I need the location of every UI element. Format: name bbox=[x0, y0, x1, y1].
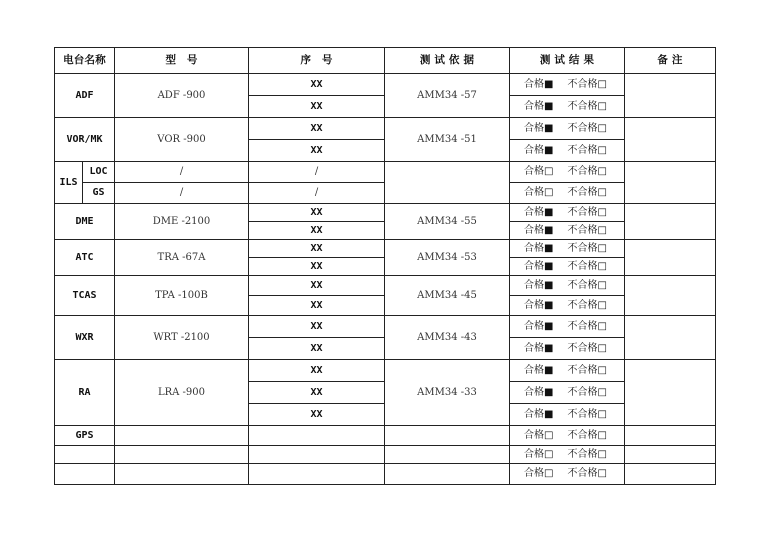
fail-label: 不合格 bbox=[567, 320, 598, 332]
pass-label: 合格 bbox=[524, 260, 544, 272]
model-cell: WRT -2100 bbox=[115, 316, 249, 360]
table-row bbox=[55, 118, 716, 140]
pass-label: 合格 bbox=[524, 468, 544, 479]
remark-cell bbox=[625, 162, 716, 204]
fail-checkbox: □ bbox=[597, 100, 607, 112]
result-cell bbox=[510, 222, 625, 240]
table-body bbox=[55, 74, 716, 485]
pass-checkbox: ■ bbox=[544, 364, 554, 376]
fail-label: 不合格 bbox=[567, 468, 598, 479]
pass-label: 合格 bbox=[524, 166, 544, 177]
serial-cell: XX bbox=[249, 118, 385, 140]
pass-checkbox: ■ bbox=[544, 242, 554, 254]
result-cell bbox=[510, 446, 625, 464]
pass-checkbox: ■ bbox=[544, 408, 554, 420]
table-row bbox=[55, 74, 716, 96]
result-cell bbox=[510, 316, 625, 338]
fail-checkbox: □ bbox=[597, 144, 607, 156]
fail-label: 不合格 bbox=[567, 187, 598, 198]
station-name: ATC bbox=[55, 240, 115, 276]
fail-checkbox: □ bbox=[597, 187, 607, 198]
pass-checkbox: ■ bbox=[544, 342, 554, 354]
serial-cell bbox=[249, 426, 385, 446]
result-cell bbox=[510, 140, 625, 162]
result-cell bbox=[510, 338, 625, 360]
model-cell bbox=[115, 426, 249, 446]
fail-label: 不合格 bbox=[567, 224, 598, 236]
pass-checkbox: □ bbox=[544, 448, 554, 460]
model-cell: LRA -900 bbox=[115, 360, 249, 426]
fail-label: 不合格 bbox=[567, 299, 598, 311]
table-row bbox=[55, 162, 716, 183]
fail-label: 不合格 bbox=[567, 429, 598, 441]
pass-checkbox: □ bbox=[544, 187, 554, 198]
serial-cell: XX bbox=[249, 96, 385, 118]
result-cell bbox=[510, 464, 625, 485]
remark-cell bbox=[625, 360, 716, 426]
pass-checkbox: ■ bbox=[544, 279, 554, 291]
model-cell: DME -2100 bbox=[115, 204, 249, 240]
result-cell bbox=[510, 276, 625, 296]
test-basis-cell: AMM34 -33 bbox=[385, 360, 510, 426]
result-cell bbox=[510, 360, 625, 382]
fail-checkbox: □ bbox=[597, 320, 607, 332]
station-name bbox=[55, 464, 115, 485]
test-basis-cell bbox=[385, 464, 510, 485]
fail-checkbox: □ bbox=[597, 78, 607, 90]
serial-cell: XX bbox=[249, 258, 385, 276]
remark-cell bbox=[625, 276, 716, 316]
fail-checkbox: □ bbox=[597, 429, 607, 441]
test-basis-cell: AMM34 -57 bbox=[385, 74, 510, 118]
serial-cell bbox=[249, 446, 385, 464]
pass-label: 合格 bbox=[524, 206, 544, 218]
model-cell: VOR -900 bbox=[115, 118, 249, 162]
header-model: 型 号 bbox=[115, 48, 249, 74]
result-cell bbox=[510, 404, 625, 426]
header-station-name: 电台名称 bbox=[55, 48, 115, 74]
pass-checkbox: □ bbox=[544, 468, 554, 479]
pass-label: 合格 bbox=[524, 122, 544, 134]
station-name bbox=[55, 446, 115, 464]
pass-checkbox: ■ bbox=[544, 320, 554, 332]
fail-checkbox: □ bbox=[597, 242, 607, 254]
table-row bbox=[55, 360, 716, 382]
pass-label: 合格 bbox=[524, 299, 544, 311]
table-row bbox=[55, 446, 716, 464]
pass-checkbox: ■ bbox=[544, 144, 554, 156]
pass-checkbox: ■ bbox=[544, 299, 554, 311]
result-cell bbox=[510, 296, 625, 316]
pass-label: 合格 bbox=[524, 279, 544, 291]
pass-checkbox: ■ bbox=[544, 78, 554, 90]
result-cell bbox=[510, 118, 625, 140]
result-cell bbox=[510, 183, 625, 204]
serial-cell: XX bbox=[249, 296, 385, 316]
pass-label: 合格 bbox=[524, 364, 544, 376]
model-cell: / bbox=[115, 183, 249, 204]
sub-station-name: GS bbox=[83, 183, 115, 204]
station-name: GPS bbox=[55, 426, 115, 446]
serial-cell: XX bbox=[249, 240, 385, 258]
fail-checkbox: □ bbox=[597, 122, 607, 134]
serial-cell: XX bbox=[249, 360, 385, 382]
model-cell bbox=[115, 446, 249, 464]
result-cell bbox=[510, 382, 625, 404]
pass-label: 合格 bbox=[524, 144, 544, 156]
test-results-table bbox=[54, 47, 716, 485]
model-cell bbox=[115, 464, 249, 485]
serial-cell: XX bbox=[249, 74, 385, 96]
fail-checkbox: □ bbox=[597, 468, 607, 479]
station-name: ADF bbox=[55, 74, 115, 118]
fail-checkbox: □ bbox=[597, 279, 607, 291]
fail-label: 不合格 bbox=[567, 342, 598, 354]
serial-cell: XX bbox=[249, 316, 385, 338]
serial-cell: / bbox=[249, 183, 385, 204]
test-basis-cell: AMM34 -55 bbox=[385, 204, 510, 240]
test-basis-cell bbox=[385, 162, 510, 204]
fail-label: 不合格 bbox=[567, 166, 598, 177]
station-name: WXR bbox=[55, 316, 115, 360]
remark-cell bbox=[625, 118, 716, 162]
fail-label: 不合格 bbox=[567, 100, 598, 112]
fail-checkbox: □ bbox=[597, 224, 607, 236]
fail-checkbox: □ bbox=[597, 299, 607, 311]
remark-cell bbox=[625, 316, 716, 360]
remark-cell bbox=[625, 74, 716, 118]
header-test-basis: 测 试 依 据 bbox=[385, 48, 510, 74]
remark-cell bbox=[625, 204, 716, 240]
pass-label: 合格 bbox=[524, 78, 544, 90]
pass-label: 合格 bbox=[524, 187, 544, 198]
fail-checkbox: □ bbox=[597, 206, 607, 218]
station-name: DME bbox=[55, 204, 115, 240]
serial-cell: XX bbox=[249, 140, 385, 162]
remark-cell bbox=[625, 240, 716, 276]
pass-label: 合格 bbox=[524, 320, 544, 332]
serial-cell: XX bbox=[249, 404, 385, 426]
fail-checkbox: □ bbox=[597, 364, 607, 376]
fail-checkbox: □ bbox=[597, 260, 607, 272]
model-cell: ADF -900 bbox=[115, 74, 249, 118]
result-cell bbox=[510, 162, 625, 183]
pass-label: 合格 bbox=[524, 429, 544, 441]
pass-label: 合格 bbox=[524, 408, 544, 420]
serial-cell: XX bbox=[249, 338, 385, 360]
test-basis-cell: AMM34 -51 bbox=[385, 118, 510, 162]
pass-label: 合格 bbox=[524, 242, 544, 254]
pass-label: 合格 bbox=[524, 100, 544, 112]
fail-label: 不合格 bbox=[567, 242, 598, 254]
remark-cell bbox=[625, 464, 716, 485]
fail-label: 不合格 bbox=[567, 386, 598, 398]
result-cell bbox=[510, 204, 625, 222]
serial-cell: XX bbox=[249, 382, 385, 404]
fail-label: 不合格 bbox=[567, 78, 598, 90]
fail-checkbox: □ bbox=[597, 448, 607, 460]
station-name: RA bbox=[55, 360, 115, 426]
fail-checkbox: □ bbox=[597, 408, 607, 420]
sub-station-name: LOC bbox=[83, 162, 115, 183]
serial-cell: XX bbox=[249, 204, 385, 222]
model-cell: TRA -67A bbox=[115, 240, 249, 276]
pass-label: 合格 bbox=[524, 342, 544, 354]
model-cell: TPA -100B bbox=[115, 276, 249, 316]
fail-checkbox: □ bbox=[597, 342, 607, 354]
header-row bbox=[55, 48, 716, 74]
model-cell: / bbox=[115, 162, 249, 183]
test-basis-cell: AMM34 -53 bbox=[385, 240, 510, 276]
pass-checkbox: ■ bbox=[544, 100, 554, 112]
fail-label: 不合格 bbox=[567, 206, 598, 218]
table-row bbox=[55, 316, 716, 338]
serial-cell: XX bbox=[249, 222, 385, 240]
result-cell bbox=[510, 426, 625, 446]
header-test-result: 测 试 结 果 bbox=[510, 48, 625, 74]
test-basis-cell bbox=[385, 426, 510, 446]
station-name: TCAS bbox=[55, 276, 115, 316]
fail-label: 不合格 bbox=[567, 279, 598, 291]
remark-cell bbox=[625, 446, 716, 464]
serial-cell: XX bbox=[249, 276, 385, 296]
pass-label: 合格 bbox=[524, 224, 544, 236]
header-remark: 备 注 bbox=[625, 48, 716, 74]
fail-label: 不合格 bbox=[567, 408, 598, 420]
pass-checkbox: ■ bbox=[544, 224, 554, 236]
test-basis-cell bbox=[385, 446, 510, 464]
fail-checkbox: □ bbox=[597, 166, 607, 177]
pass-checkbox: □ bbox=[544, 429, 554, 441]
pass-checkbox: ■ bbox=[544, 206, 554, 218]
remark-cell bbox=[625, 426, 716, 446]
table-row bbox=[55, 204, 716, 222]
fail-label: 不合格 bbox=[567, 122, 598, 134]
table-row bbox=[55, 464, 716, 485]
result-cell bbox=[510, 258, 625, 276]
pass-checkbox: ■ bbox=[544, 386, 554, 398]
pass-checkbox: ■ bbox=[544, 122, 554, 134]
pass-label: 合格 bbox=[524, 386, 544, 398]
fail-label: 不合格 bbox=[567, 144, 598, 156]
serial-cell bbox=[249, 464, 385, 485]
result-cell bbox=[510, 96, 625, 118]
table-row bbox=[55, 276, 716, 296]
serial-cell: / bbox=[249, 162, 385, 183]
station-name: ILS bbox=[55, 162, 83, 204]
table-row bbox=[55, 240, 716, 258]
result-cell bbox=[510, 74, 625, 96]
fail-label: 不合格 bbox=[567, 448, 598, 460]
header-serial: 序 号 bbox=[249, 48, 385, 74]
fail-checkbox: □ bbox=[597, 386, 607, 398]
test-basis-cell: AMM34 -43 bbox=[385, 316, 510, 360]
pass-checkbox: ■ bbox=[544, 260, 554, 272]
fail-label: 不合格 bbox=[567, 260, 598, 272]
station-name: VOR/MK bbox=[55, 118, 115, 162]
result-cell bbox=[510, 240, 625, 258]
fail-label: 不合格 bbox=[567, 364, 598, 376]
test-basis-cell: AMM34 -45 bbox=[385, 276, 510, 316]
pass-checkbox: □ bbox=[544, 166, 554, 177]
table-row bbox=[55, 426, 716, 446]
pass-label: 合格 bbox=[524, 448, 544, 460]
